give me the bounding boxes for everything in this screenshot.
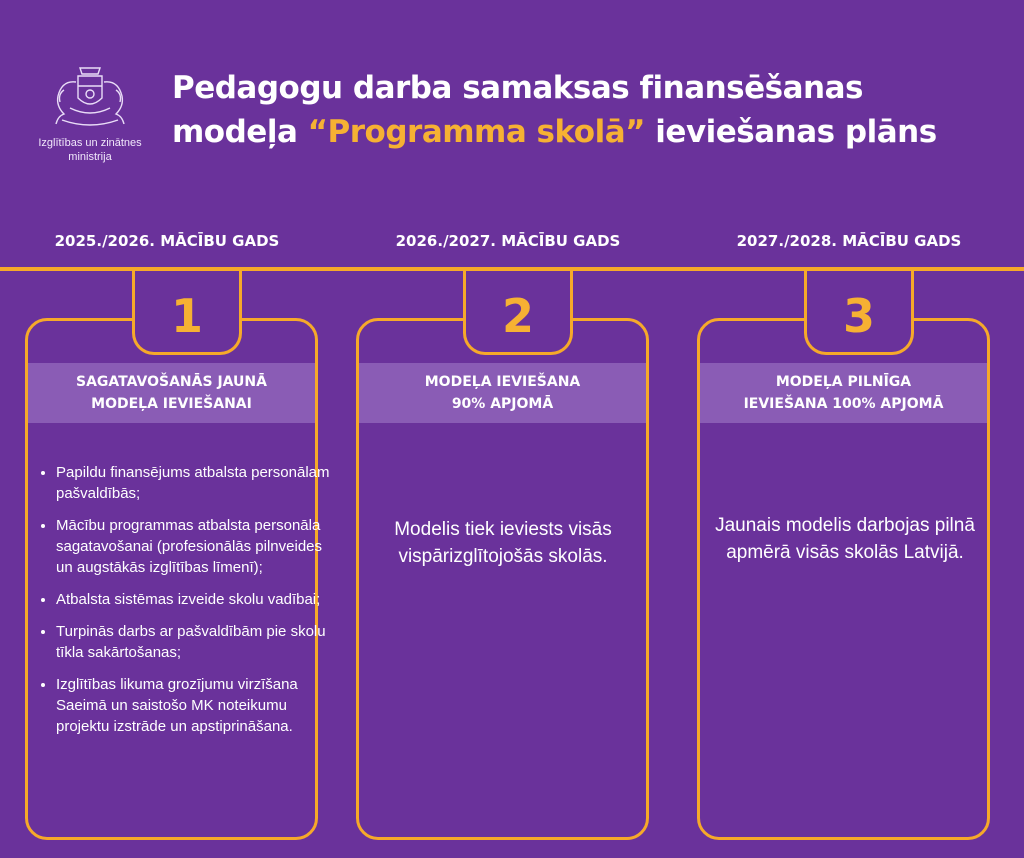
step-heading-2-line1: MODEĻA IEVIEŠANA (424, 374, 581, 390)
step-3-description: Jaunais modelis darbojas pilnā apmērā visās skolās Latvijā. (715, 515, 975, 563)
step-tab-3 (804, 271, 914, 355)
list-item: • Izglītības likuma grozījumu virzīšana Saeimā un saistošo MK noteikumu projektu izstrāde un apstiprināšana. (56, 674, 336, 737)
step-tab-1 (132, 271, 242, 355)
title-line2-pre: modeļa (172, 114, 308, 150)
year-label-1: 2025./2026. MĀCĪBU GADS (54, 232, 280, 250)
step-heading-3-line1: MODEĻA PILNĪGA (775, 374, 912, 390)
step-1-bullet-list (36, 462, 336, 748)
ministry-name (20, 136, 160, 164)
step-heading-1-line2: MODEĻA IEVIEŠANAI (91, 396, 252, 412)
step-2-description: Modelis tiek ieviests visās vispārizglītojošās skolās. (394, 519, 612, 567)
list-item: • Turpinās darbs ar pašvaldībām pie skolu tīkla sakārtošanas; (56, 621, 336, 663)
title-line1: Pedagogu darba samaksas finansēšanas (172, 70, 863, 106)
title-line2-post: ieviešanas plāns (645, 114, 937, 150)
title-highlight: “Programma skolā” (307, 114, 645, 150)
step-heading-2 (359, 363, 646, 423)
ministry-logo (20, 60, 160, 164)
step-number-1: 1 (170, 289, 203, 343)
step-heading-3-line2: IEVIEŠANA 100% APJOMĀ (743, 396, 944, 412)
list-item: • Mācību programmas atbalsta personāla sagatavošanai (profesionālās pilnveides un augstākās izglītības līmenī); (56, 515, 336, 578)
list-item: • Papildu finansējums atbalsta personālam pašvaldībās; (56, 462, 336, 504)
ministry-name-line2: ministrija (68, 151, 112, 163)
step-tab-2 (463, 271, 573, 355)
list-item: • Atbalsta sistēmas izveide skolu vadībai; (56, 589, 336, 610)
coat-of-arms-icon (40, 60, 140, 132)
step-heading-1 (28, 363, 315, 423)
page-title (172, 66, 1012, 154)
step-number-2: 2 (501, 289, 534, 343)
year-label-3: 2027./2028. MĀCĪBU GADS (736, 232, 962, 250)
step-heading-2-line2: 90% APJOMĀ (451, 396, 554, 412)
year-label-2: 2026./2027. MĀCĪBU GADS (395, 232, 621, 250)
step-heading-1-line1: SAGATAVOŠANĀS JAUNĀ (76, 374, 267, 390)
ministry-name-line1: Izglītības un zinātnes (38, 137, 142, 149)
step-heading-3 (700, 363, 987, 423)
step-number-3: 3 (842, 289, 875, 343)
title-line2 (172, 110, 1012, 154)
